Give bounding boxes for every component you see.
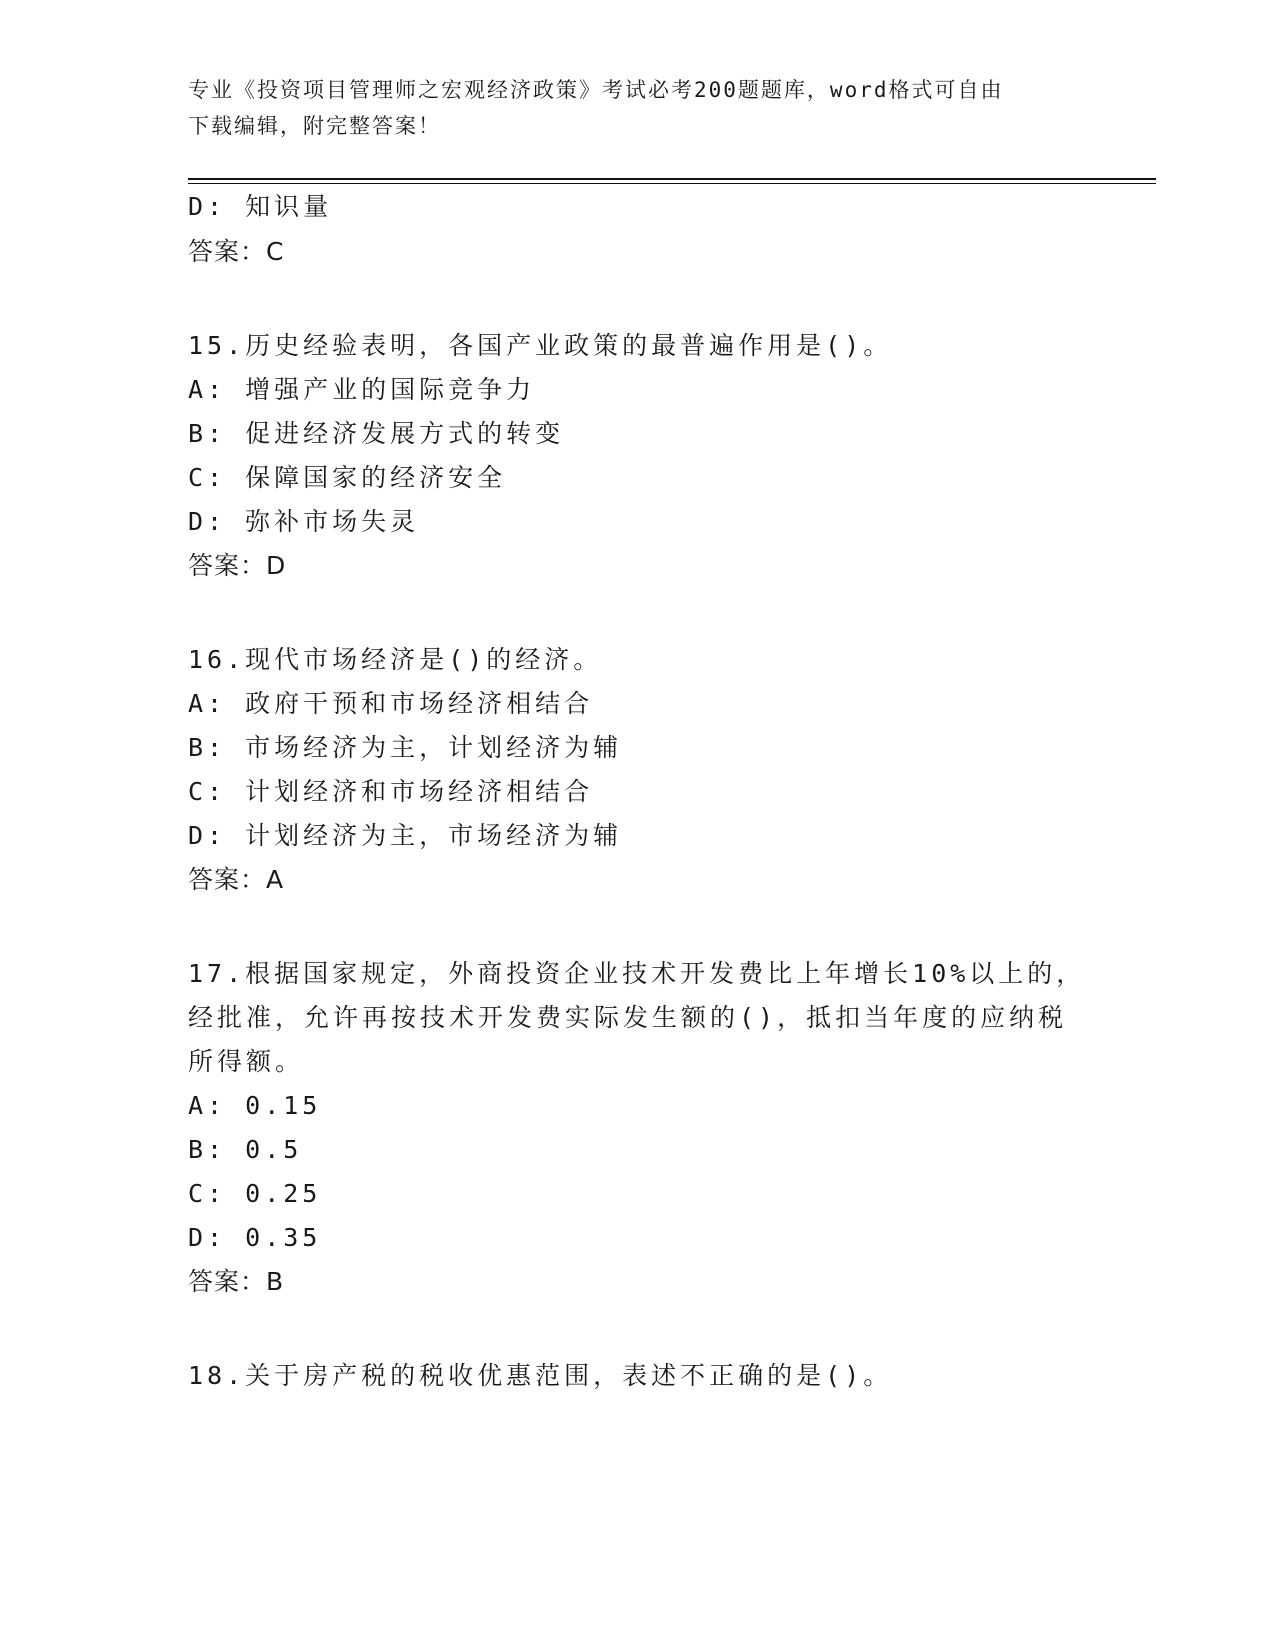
header-line-2: 下载编辑，附完整答案！ [188, 114, 441, 138]
question-15-option-a: A: 增强产业的国际竞争力 [188, 375, 536, 404]
question-16-option-d: D: 计划经济为主，市场经济为辅 [188, 821, 623, 850]
option-d: D: 知识量 [188, 192, 333, 221]
question-17-stem-line-1: 17.根据国家规定，外商投资企业技术开发费比上年增长10%以上的， [188, 959, 1086, 988]
question-16-answer: 答案：A [188, 865, 285, 894]
question-17-option-c: C: 0.25 [188, 1179, 322, 1208]
header-line-1: 专业《投资项目管理师之宏观经济政策》考试必考200题题库，word格式可自由 [188, 78, 1004, 102]
question-17-stem-line-2: 经批准，允许再按技术开发费实际发生额的()，抵扣当年度的应纳税 [188, 1003, 1068, 1032]
question-15-option-d: D: 弥补市场失灵 [188, 507, 420, 536]
header-divider-thin [188, 183, 1156, 184]
question-15-option-b: B: 促进经济发展方式的转变 [188, 419, 565, 448]
document-header [188, 72, 1088, 144]
question-17-answer: 答案：B [188, 1267, 285, 1296]
question-17-option-a: A: 0.15 [188, 1091, 322, 1120]
question-15-option-c: C: 保障国家的经济安全 [188, 463, 507, 492]
question-16-option-a: A: 政府干预和市场经济相结合 [188, 689, 594, 718]
question-15-answer: 答案：D [188, 551, 287, 580]
header-divider-thick [188, 178, 1156, 180]
answer: 答案：C [188, 237, 285, 266]
question-16-stem: 16.现代市场经济是()的经济。 [188, 645, 603, 674]
question-17-option-d: D: 0.35 [188, 1223, 322, 1252]
question-16-option-c: C: 计划经济和市场经济相结合 [188, 777, 594, 806]
question-18-stem: 18.关于房产税的税收优惠范围，表述不正确的是()。 [188, 1361, 893, 1390]
question-17-option-b: B: 0.5 [188, 1135, 303, 1164]
question-15-stem: 15.历史经验表明，各国产业政策的最普遍作用是()。 [188, 331, 893, 360]
question-17-stem-line-3: 所得额。 [188, 1047, 305, 1076]
question-16-option-b: B: 市场经济为主，计划经济为辅 [188, 733, 623, 762]
